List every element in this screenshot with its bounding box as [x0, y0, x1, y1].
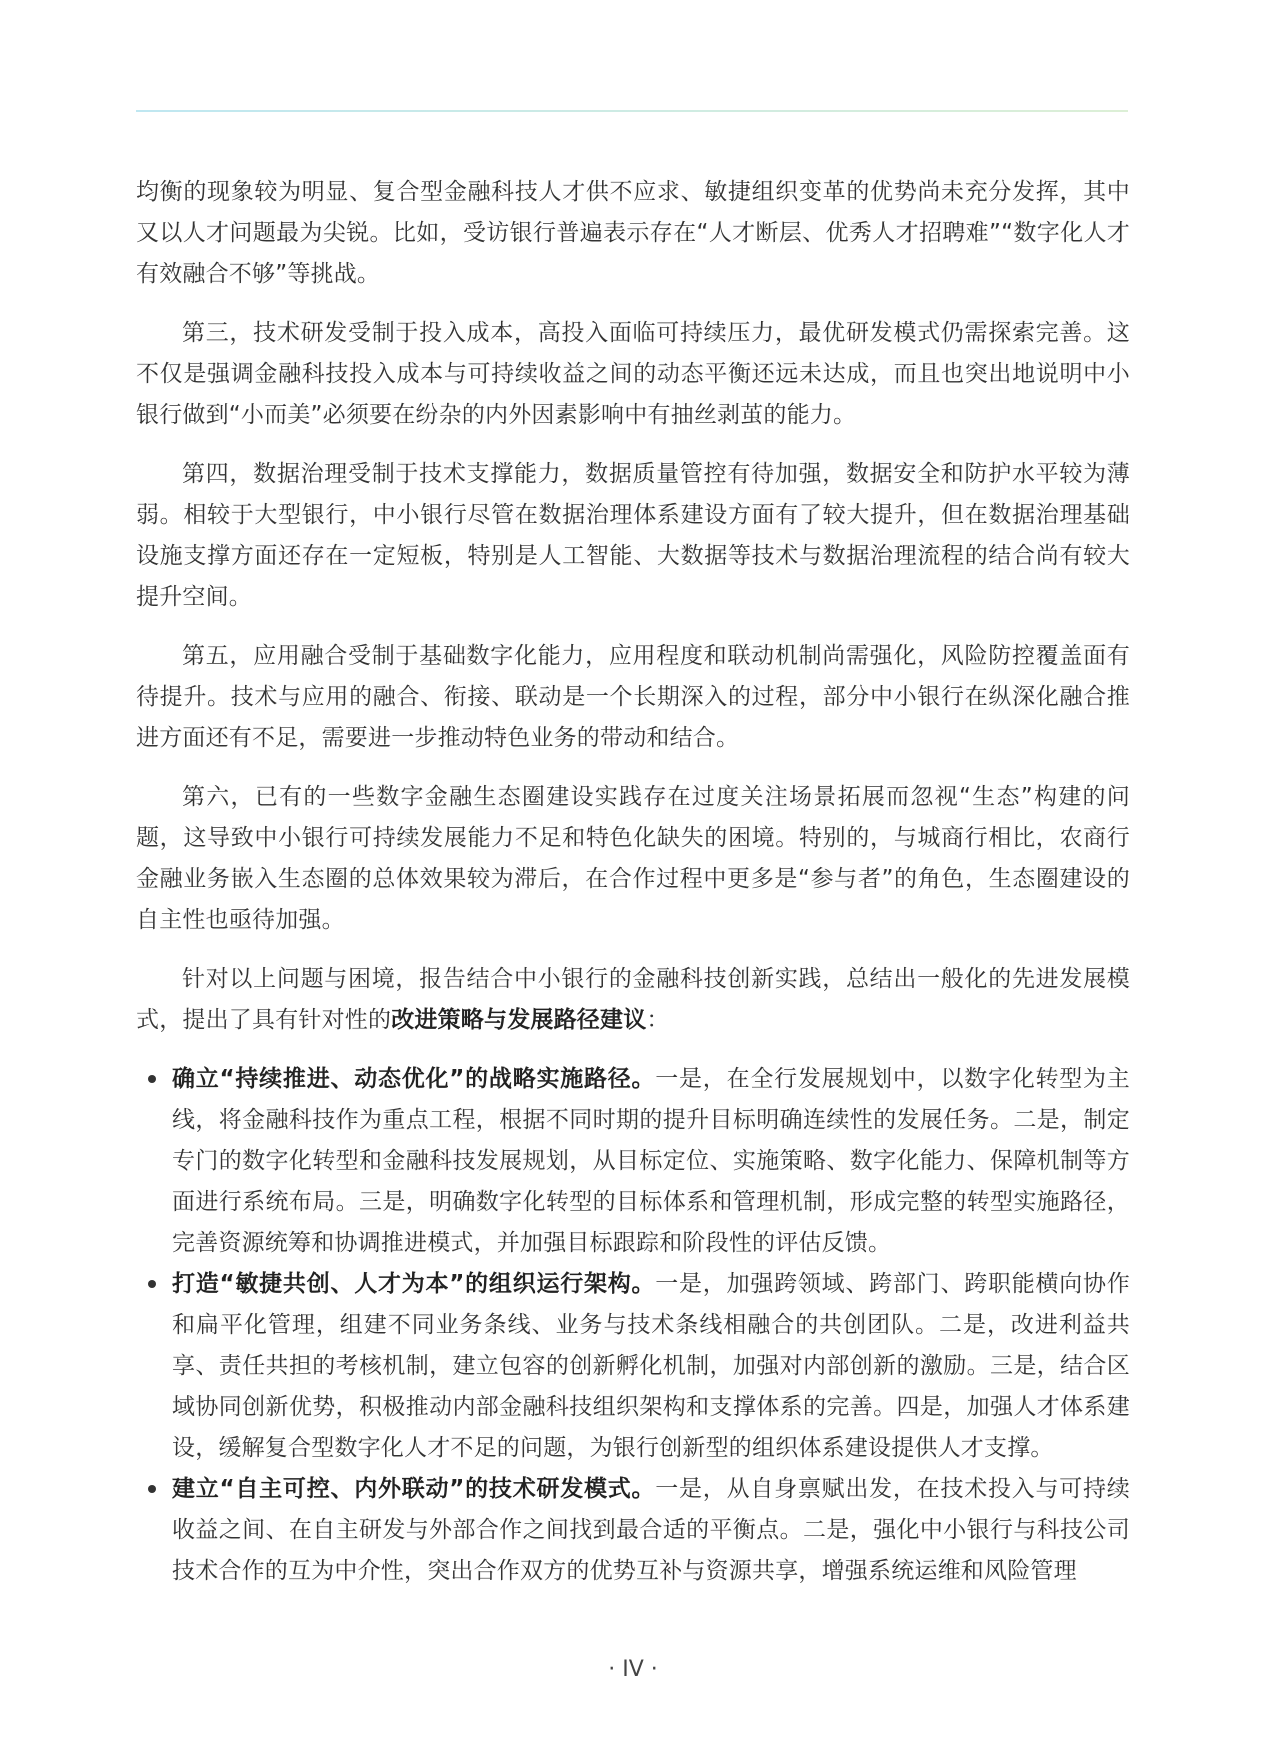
- header-rule: [136, 110, 1128, 112]
- list-item-title: 建立“自主可控、内外联动”的技术研发模式。: [172, 1476, 656, 1502]
- summary-text: 针对以上问题与困境，报告结合中小银行的金融科技创新实践，总结出一般化的先进发展模式，提出了具有针对性的: [136, 966, 1130, 1033]
- paragraph-fifth: 第五，应用融合受制于基础数字化能力，应用程度和联动机制尚需强化，风险防控覆盖面有待提升。技术与应用的融合、衔接、联动是一个长期深入的过程，部分中小银行在纵深化融合推进方面还有不足，需要进一步推动特色业务的带动和结合。: [136, 643, 1130, 751]
- paragraph-sixth: 第六，已有的一些数字金融生态圈建设实践存在过度关注场景拓展而忽视“生态”构建的问题，这导致中小银行可持续发展能力不足和特色化缺失的困境。特别的，与城商行相比，农商行金融业务嵌入生态圈的总体效果较为滞后，在合作过程中更多是“参与者”的角色，生态圈建设的自主性也亟待加强。: [136, 784, 1130, 933]
- bullet-dot-icon: [148, 1075, 156, 1083]
- recommendation-list: [136, 1059, 1130, 1592]
- list-item-text: 一是，从自身禀赋出发，在技术投入与可持续收益之间、在自主研发与外部合作之间找到最合适的平衡点。二是，强化中小银行与科技公司技术合作的互为中介性，突出合作双方的优势互补与资源共享，增强系统运维和风险管理: [172, 1476, 1130, 1584]
- page-number: · IV ·: [608, 1657, 658, 1682]
- paragraph-fourth: 第四，数据治理受制于技术支撑能力，数据质量管控有待加强，数据安全和防护水平较为薄弱。相较于大型银行，中小银行尽管在数据治理体系建设方面有了较大提升，但在数据治理基础设施支撑方面还存在一定短板，特别是人工智能、大数据等技术与数据治理流程的结合尚有较大提升空间。: [136, 461, 1130, 610]
- paragraph-third: 第三，技术研发受制于投入成本，高投入面临可持续压力，最优研发模式仍需探索完善。这不仅是强调金融科技投入成本与可持续收益之间的动态平衡还远未达成，而且也突出地说明中小银行做到“小而美”必须要在纷杂的内外因素影响中有抽丝剥茧的能力。: [136, 320, 1130, 428]
- list-item-title: 确立“持续推进、动态优化”的战略实施路径。: [172, 1066, 656, 1092]
- summary-bold: 改进策略与发展路径建议: [391, 1007, 647, 1033]
- list-item: [136, 1264, 1130, 1469]
- list-item: [136, 1059, 1130, 1264]
- document-body: [136, 172, 1130, 1592]
- list-item-text: 一是，在全行发展规划中，以数字化转型为主线，将金融科技作为重点工程，根据不同时期的提升目标明确连续性的发展任务。二是，制定专门的数字化转型和金融科技发展规划，从目标定位、实施策略、数字化能力、保障机制等方面进行系统布局。三是，明确数字化转型的目标体系和管理机制，形成完整的转型实施路径，完善资源统筹和协调推进模式，并加强目标跟踪和阶段性的评估反馈。: [172, 1066, 1130, 1256]
- list-item: [136, 1469, 1130, 1592]
- list-item-title: 打造“敏捷共创、人才为本”的组织运行架构。: [172, 1271, 656, 1297]
- list-item-text: 一是，加强跨领域、跨部门、跨职能横向协作和扁平化管理，组建不同业务条线、业务与技术条线相融合的共创团队。二是，改进利益共享、责任共担的考核机制，建立包容的创新孵化机制，加强对内部创新的激励。三是，结合区域协同创新优势，积极推动内部金融科技组织架构和支撑体系的完善。四是，加强人才体系建设，缓解复合型数字化人才不足的问题，为银行创新型的组织体系建设提供人才支撑。: [172, 1271, 1130, 1461]
- bullet-dot-icon: [148, 1280, 156, 1288]
- paragraph-continuation: 均衡的现象较为明显、复合型金融科技人才供不应求、敏捷组织变革的优势尚未充分发挥，其中又以人才问题最为尖锐。比如，受访银行普遍表示存在“人才断层、优秀人才招聘难”“数字化人才有效融合不够”等挑战。: [136, 179, 1130, 287]
- paragraph-summary: [136, 959, 1130, 1041]
- summary-tail: ：: [646, 1007, 670, 1033]
- bullet-dot-icon: [148, 1485, 156, 1493]
